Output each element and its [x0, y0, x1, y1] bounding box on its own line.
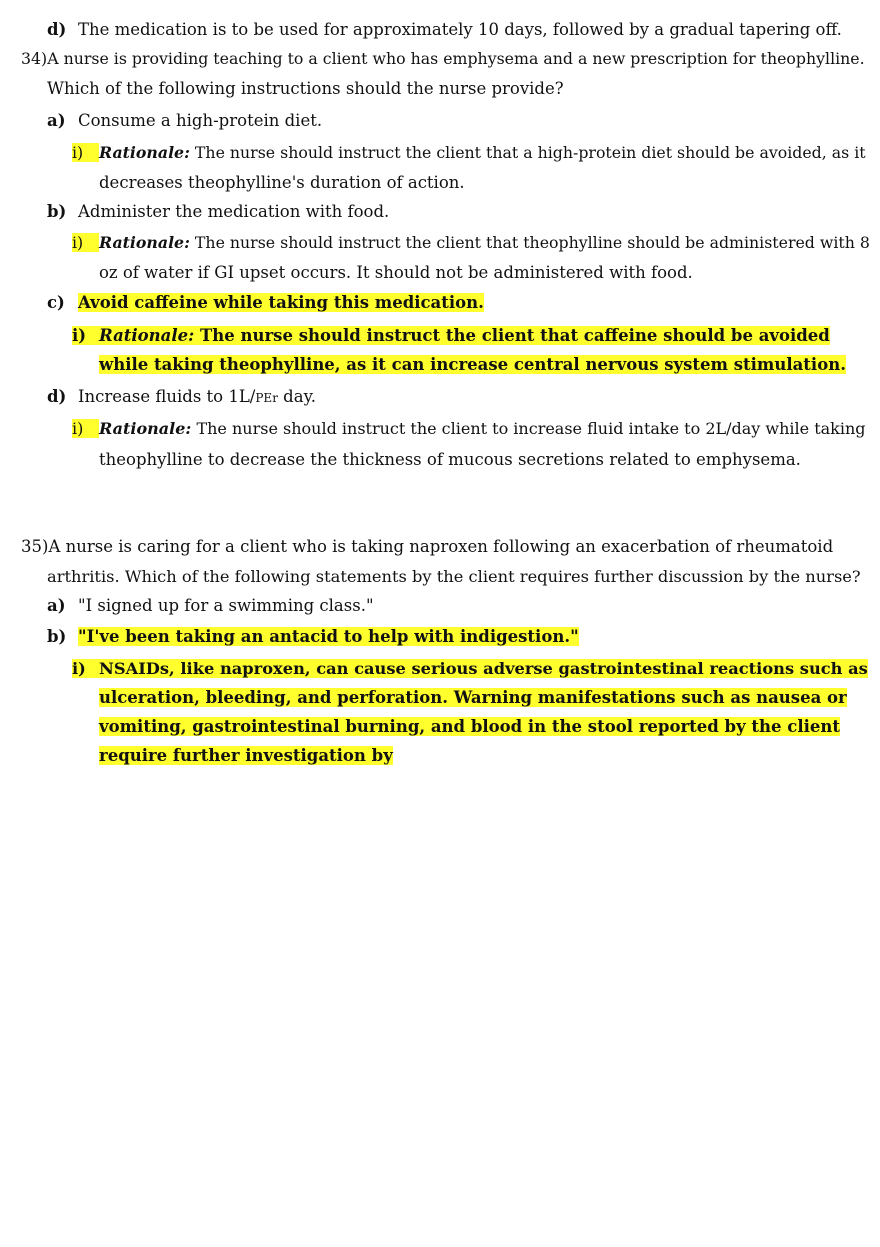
- rationale-text: vomiting, gastrointestinal burning, and blood in the stool reported by the client: [99, 717, 840, 736]
- q35-b-rationale: [72, 658, 868, 680]
- q34-a-rationale-line2: decreases theophylline's duration of action.: [99, 173, 465, 192]
- option-label: a): [47, 111, 66, 130]
- rationale-text: The nurse should instruct the client that theophylline should be administered with 8: [194, 233, 870, 252]
- option-label: a): [47, 596, 66, 615]
- question-stem-line1: A nurse is providing teaching to a client who has emphysema and a new prescription for theophylline.: [47, 49, 865, 68]
- rationale-label: i): [72, 233, 84, 252]
- q34-c-rationale-line2: [99, 354, 846, 376]
- q34-option-d: [47, 386, 316, 409]
- option-text-smallcaps: PEr: [255, 391, 278, 405]
- q34-b-rationale-line2: oz of water if GI upset occurs. It should not be administered with food.: [99, 263, 693, 282]
- q34-option-b: [47, 201, 389, 223]
- rationale-label: i): [72, 419, 84, 438]
- q34-option-c: [47, 292, 484, 314]
- rationale-title: Rationale:: [99, 143, 190, 162]
- q35-stem: [21, 536, 833, 558]
- option-text-end: day.: [277, 387, 316, 406]
- rationale-label: i): [72, 659, 86, 678]
- option-text: "I signed up for a swimming class.": [78, 596, 374, 615]
- rationale-text: The nurse should instruct the client that a high-protein diet should be avoided, as it: [194, 143, 866, 162]
- q34-b-rationale: [72, 232, 870, 254]
- question-number: 35): [21, 537, 49, 556]
- rationale-title: Rationale:: [99, 419, 192, 438]
- option-label: c): [47, 293, 65, 312]
- option-label: d): [47, 20, 67, 39]
- q34-d-rationale: [72, 418, 866, 440]
- rationale-text: require further investigation by: [99, 746, 393, 765]
- q35-stem-line2: arthritis. Which of the following statements by the client requires further discussion by the nurse?: [47, 567, 861, 586]
- q35-b-rationale-line3: [99, 716, 840, 738]
- rationale-text: The nurse should instruct the client to increase fluid intake to 2L/day while taking: [196, 419, 866, 438]
- q35-option-b: [47, 626, 579, 648]
- q34-a-rationale: [72, 142, 866, 164]
- q33-option-d: [47, 19, 842, 41]
- q35-b-rationale-line2: [99, 687, 847, 709]
- q35-b-rationale-line4: [99, 745, 393, 767]
- rationale-text: ulceration, bleeding, and perforation. Warning manifestations such as nausea or: [99, 688, 847, 707]
- option-label: b): [47, 627, 67, 646]
- rationale-label: i): [72, 143, 84, 162]
- question-number: 34): [21, 49, 48, 68]
- rationale-title: Rationale:: [99, 233, 190, 252]
- rationale-text: while taking theophylline, as it can increase central nervous system stimulation.: [99, 355, 846, 374]
- option-text: Administer the medication with food.: [78, 202, 390, 221]
- option-label: b): [47, 202, 67, 221]
- rationale-title: Rationale:: [99, 326, 195, 345]
- option-text: Avoid caffeine while taking this medication.: [78, 293, 484, 312]
- rationale-label: i): [72, 326, 87, 345]
- rationale-text: NSAIDs, like naproxen, can cause serious adverse gastrointestinal reactions such as: [99, 659, 868, 678]
- question-stem-line1: A nurse is caring for a client who is taking naproxen following an exacerbation of rheumatoid: [48, 537, 834, 556]
- option-text: The medication is to be used for approximately 10 days, followed by a gradual tapering off.: [78, 20, 842, 39]
- option-text: "I've been taking an antacid to help with indigestion.": [78, 627, 579, 646]
- q34-option-a: [47, 110, 322, 132]
- option-label: d): [47, 387, 67, 406]
- option-text: Increase fluids to 1L/: [78, 387, 256, 406]
- q34-c-rationale: [72, 325, 830, 347]
- rationale-text: The nurse should instruct the client that caffeine should be avoided: [199, 326, 830, 345]
- q35-option-a: [47, 595, 374, 617]
- q34-stem: [21, 48, 865, 70]
- q34-d-rationale-line2: theophylline to decrease the thickness of mucous secretions related to emphysema.: [99, 450, 801, 469]
- q34-stem-line2: Which of the following instructions should the nurse provide?: [47, 79, 564, 98]
- option-text: Consume a high-protein diet.: [78, 111, 323, 130]
